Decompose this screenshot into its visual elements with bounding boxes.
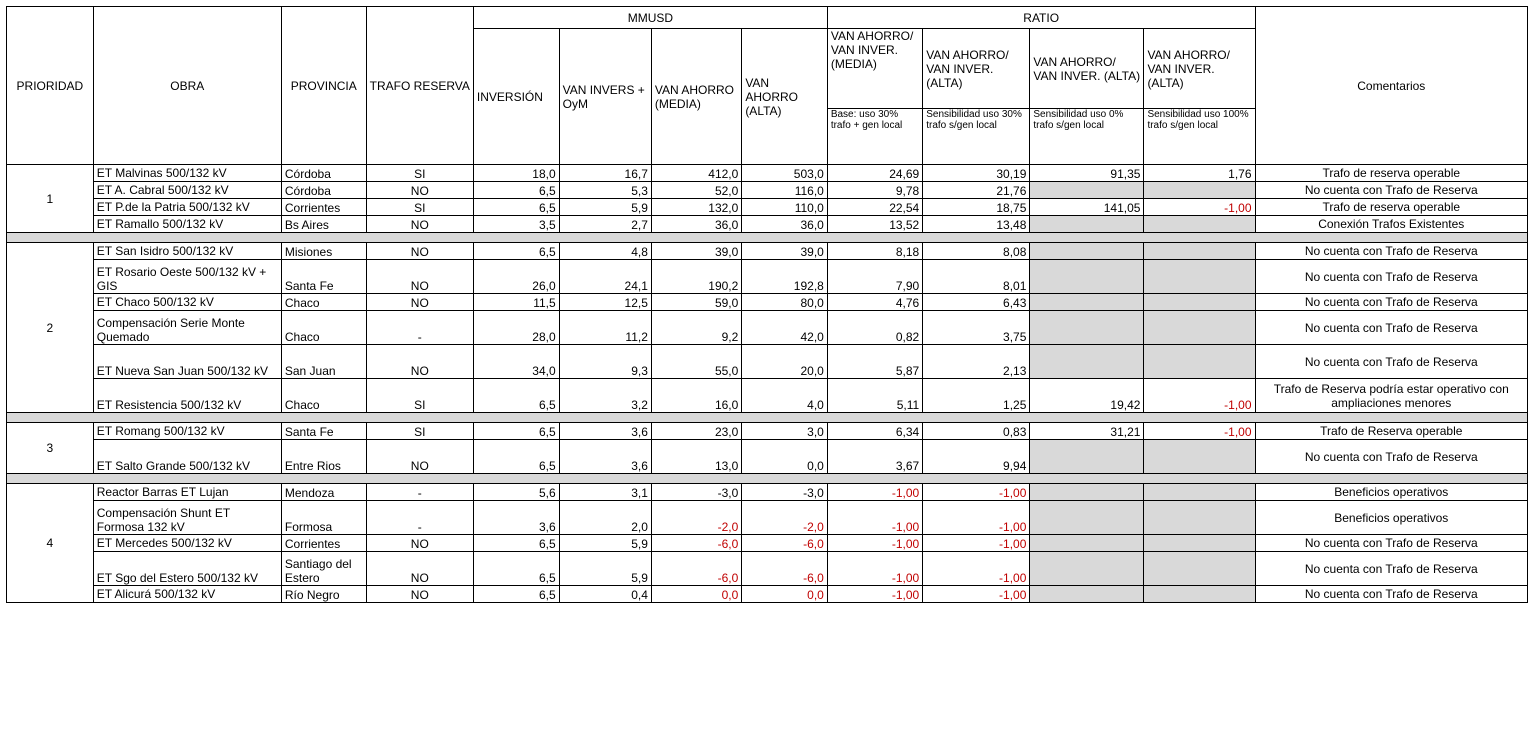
value-cell-r4 <box>1144 216 1255 233</box>
value-cell-r4: 1,76 <box>1144 165 1255 182</box>
table-row <box>7 552 1528 586</box>
obra-cell: ET A. Cabral 500/132 kV <box>93 182 281 199</box>
separator-cell <box>7 474 1528 484</box>
provincia-cell: Entre Rios <box>281 440 366 474</box>
value-cell-van-invers: 11,2 <box>559 311 651 345</box>
value-cell-r1: 24,69 <box>827 165 922 182</box>
reserva-cell: NO <box>366 440 473 474</box>
value-cell-ahorro-media: 190,2 <box>651 260 741 294</box>
value-cell-r4 <box>1144 586 1255 603</box>
table-row <box>7 535 1528 552</box>
priority-table <box>6 6 1528 603</box>
value-cell-inversion: 18,0 <box>473 165 559 182</box>
table-row <box>7 165 1528 182</box>
comentario-cell: No cuenta con Trafo de Reserva <box>1255 440 1527 474</box>
comentario-cell: No cuenta con Trafo de Reserva <box>1255 260 1527 294</box>
priority-cell: 2 <box>7 243 94 413</box>
header-obra: OBRA <box>93 7 281 165</box>
value-cell-inversion: 3,6 <box>473 501 559 535</box>
value-cell-ahorro-media: -3,0 <box>651 484 741 501</box>
obra-cell: ET Mercedes 500/132 kV <box>93 535 281 552</box>
value-cell-r1: -1,00 <box>827 501 922 535</box>
group-separator <box>7 474 1528 484</box>
value-cell-inversion: 6,5 <box>473 423 559 440</box>
comentario-cell: Trafo de reserva operable <box>1255 199 1527 216</box>
table-row <box>7 586 1528 603</box>
provincia-cell: Córdoba <box>281 182 366 199</box>
table-row <box>7 484 1528 501</box>
priority-cell: 4 <box>7 484 94 603</box>
value-cell-ahorro-alta: 3,0 <box>742 423 828 440</box>
value-cell-r1: 3,67 <box>827 440 922 474</box>
value-cell-r1: -1,00 <box>827 552 922 586</box>
comentario-cell: Beneficios operativos <box>1255 501 1527 535</box>
value-cell-r2: 2,13 <box>923 345 1030 379</box>
provincia-cell: Chaco <box>281 311 366 345</box>
value-cell-van-invers: 3,2 <box>559 379 651 413</box>
value-cell-ahorro-alta: -3,0 <box>742 484 828 501</box>
comentario-cell: No cuenta con Trafo de Reserva <box>1255 586 1527 603</box>
value-cell-r3: 141,05 <box>1030 199 1144 216</box>
value-cell-ahorro-alta: 116,0 <box>742 182 828 199</box>
value-cell-r4 <box>1144 501 1255 535</box>
comentario-cell: No cuenta con Trafo de Reserva <box>1255 311 1527 345</box>
value-cell-r4 <box>1144 552 1255 586</box>
value-cell-van-invers: 9,3 <box>559 345 651 379</box>
value-cell-inversion: 6,5 <box>473 243 559 260</box>
header-ratio-note-3: Sensibilidad uso 0% trafo s/gen local <box>1030 109 1144 165</box>
value-cell-van-invers: 5,9 <box>559 535 651 552</box>
value-cell-r2: 0,83 <box>923 423 1030 440</box>
header-group-ratio: RATIO <box>827 7 1255 29</box>
value-cell-r1: 7,90 <box>827 260 922 294</box>
value-cell-ahorro-media: 16,0 <box>651 379 741 413</box>
value-cell-van-invers: 0,4 <box>559 586 651 603</box>
comentario-cell: Trafo de Reserva operable <box>1255 423 1527 440</box>
value-cell-van-invers: 16,7 <box>559 165 651 182</box>
value-cell-inversion: 26,0 <box>473 260 559 294</box>
value-cell-ahorro-media: -2,0 <box>651 501 741 535</box>
value-cell-inversion: 6,5 <box>473 440 559 474</box>
table-row <box>7 243 1528 260</box>
obra-cell: ET San Isidro 500/132 kV <box>93 243 281 260</box>
value-cell-van-invers: 3,6 <box>559 423 651 440</box>
reserva-cell: NO <box>366 535 473 552</box>
value-cell-inversion: 6,5 <box>473 586 559 603</box>
value-cell-inversion: 6,5 <box>473 182 559 199</box>
obra-cell: ET P.de la Patria 500/132 kV <box>93 199 281 216</box>
value-cell-r4 <box>1144 345 1255 379</box>
value-cell-r4 <box>1144 294 1255 311</box>
table-row <box>7 199 1528 216</box>
value-cell-r3 <box>1030 552 1144 586</box>
priority-cell: 3 <box>7 423 94 474</box>
value-cell-van-invers: 2,0 <box>559 501 651 535</box>
obra-cell: ET Alicurá 500/132 kV <box>93 586 281 603</box>
obra-cell: ET Ramallo 500/132 kV <box>93 216 281 233</box>
table-row <box>7 345 1528 379</box>
value-cell-r3 <box>1030 260 1144 294</box>
reserva-cell: - <box>366 311 473 345</box>
reserva-cell: NO <box>366 260 473 294</box>
value-cell-r1: 8,18 <box>827 243 922 260</box>
value-cell-ahorro-media: 52,0 <box>651 182 741 199</box>
value-cell-r2: 13,48 <box>923 216 1030 233</box>
value-cell-r4 <box>1144 535 1255 552</box>
reserva-cell: SI <box>366 199 473 216</box>
value-cell-inversion: 6,5 <box>473 535 559 552</box>
value-cell-ahorro-media: 412,0 <box>651 165 741 182</box>
value-cell-ahorro-media: 55,0 <box>651 345 741 379</box>
header-inversion: INVERSIÓN <box>473 29 559 165</box>
value-cell-r2: 1,25 <box>923 379 1030 413</box>
value-cell-r3 <box>1030 243 1144 260</box>
value-cell-van-invers: 3,1 <box>559 484 651 501</box>
value-cell-ahorro-alta: 0,0 <box>742 440 828 474</box>
value-cell-r4 <box>1144 243 1255 260</box>
separator-cell <box>7 413 1528 423</box>
value-cell-van-invers: 12,5 <box>559 294 651 311</box>
provincia-cell: Córdoba <box>281 165 366 182</box>
header-van-ahorro-alta: VAN AHORRO (ALTA) <box>742 29 828 165</box>
obra-cell: ET Resistencia 500/132 kV <box>93 379 281 413</box>
obra-cell: ET Salto Grande 500/132 kV <box>93 440 281 474</box>
comentario-cell: No cuenta con Trafo de Reserva <box>1255 552 1527 586</box>
value-cell-r1: 0,82 <box>827 311 922 345</box>
value-cell-r1: 5,87 <box>827 345 922 379</box>
value-cell-r3 <box>1030 182 1144 199</box>
reserva-cell: NO <box>366 345 473 379</box>
provincia-cell: Chaco <box>281 379 366 413</box>
value-cell-r3 <box>1030 484 1144 501</box>
separator-cell <box>7 233 1528 243</box>
value-cell-r4 <box>1144 182 1255 199</box>
header-ratio-note-4: Sensibilidad uso 100% trafo s/gen local <box>1144 109 1255 165</box>
header-van-ahorro-media: VAN AHORRO (MEDIA) <box>651 29 741 165</box>
obra-cell: Reactor Barras ET Lujan <box>93 484 281 501</box>
provincia-cell: Chaco <box>281 294 366 311</box>
value-cell-ahorro-alta: -6,0 <box>742 535 828 552</box>
value-cell-r3 <box>1030 535 1144 552</box>
value-cell-ahorro-media: 13,0 <box>651 440 741 474</box>
value-cell-ahorro-alta: 503,0 <box>742 165 828 182</box>
obra-cell: ET Rosario Oeste 500/132 kV + GIS <box>93 260 281 294</box>
value-cell-ahorro-alta: 36,0 <box>742 216 828 233</box>
value-cell-inversion: 6,5 <box>473 199 559 216</box>
table-row <box>7 294 1528 311</box>
value-cell-ahorro-media: 39,0 <box>651 243 741 260</box>
table-row <box>7 311 1528 345</box>
value-cell-r3 <box>1030 440 1144 474</box>
value-cell-r2: 9,94 <box>923 440 1030 474</box>
value-cell-inversion: 28,0 <box>473 311 559 345</box>
obra-cell: ET Nueva San Juan 500/132 kV <box>93 345 281 379</box>
value-cell-ahorro-media: -6,0 <box>651 552 741 586</box>
value-cell-r4: -1,00 <box>1144 199 1255 216</box>
comentario-cell: Beneficios operativos <box>1255 484 1527 501</box>
header-ratio-media: VAN AHORRO/ VAN INVER. (MEDIA) <box>827 29 922 109</box>
value-cell-ahorro-media: 132,0 <box>651 199 741 216</box>
value-cell-r1: -1,00 <box>827 535 922 552</box>
value-cell-inversion: 5,6 <box>473 484 559 501</box>
provincia-cell: Corrientes <box>281 199 366 216</box>
obra-cell: ET Romang 500/132 kV <box>93 423 281 440</box>
reserva-cell: - <box>366 484 473 501</box>
value-cell-ahorro-media: 9,2 <box>651 311 741 345</box>
comentario-cell: No cuenta con Trafo de Reserva <box>1255 345 1527 379</box>
value-cell-van-invers: 5,9 <box>559 199 651 216</box>
value-cell-r1: 5,11 <box>827 379 922 413</box>
value-cell-r3 <box>1030 501 1144 535</box>
value-cell-r3: 91,35 <box>1030 165 1144 182</box>
value-cell-r2: -1,00 <box>923 552 1030 586</box>
provincia-cell: San Juan <box>281 345 366 379</box>
reserva-cell: NO <box>366 586 473 603</box>
table-row <box>7 379 1528 413</box>
provincia-cell: Santa Fe <box>281 260 366 294</box>
header-ratio-alta-1: VAN AHORRO/ VAN INVER. (ALTA) <box>923 29 1030 109</box>
reserva-cell: NO <box>366 243 473 260</box>
value-cell-ahorro-alta: -2,0 <box>742 501 828 535</box>
header-prioridad: PRIORIDAD <box>7 7 94 165</box>
comentario-cell: Trafo de Reserva podría estar operativo con ampliaciones menores <box>1255 379 1527 413</box>
value-cell-r2: -1,00 <box>923 586 1030 603</box>
value-cell-inversion: 11,5 <box>473 294 559 311</box>
value-cell-r2: -1,00 <box>923 501 1030 535</box>
provincia-cell: Bs Aires <box>281 216 366 233</box>
value-cell-ahorro-media: 59,0 <box>651 294 741 311</box>
value-cell-r1: 6,34 <box>827 423 922 440</box>
value-cell-inversion: 6,5 <box>473 379 559 413</box>
value-cell-r1: 9,78 <box>827 182 922 199</box>
value-cell-van-invers: 4,8 <box>559 243 651 260</box>
comentario-cell: No cuenta con Trafo de Reserva <box>1255 243 1527 260</box>
value-cell-r1: -1,00 <box>827 586 922 603</box>
reserva-cell: SI <box>366 165 473 182</box>
obra-cell: ET Chaco 500/132 kV <box>93 294 281 311</box>
value-cell-ahorro-alta: 42,0 <box>742 311 828 345</box>
value-cell-r2: 8,01 <box>923 260 1030 294</box>
value-cell-ahorro-media: 0,0 <box>651 586 741 603</box>
value-cell-inversion: 34,0 <box>473 345 559 379</box>
value-cell-ahorro-media: -6,0 <box>651 535 741 552</box>
value-cell-r3 <box>1030 345 1144 379</box>
value-cell-ahorro-alta: -6,0 <box>742 552 828 586</box>
provincia-cell: Santa Fe <box>281 423 366 440</box>
table-row <box>7 182 1528 199</box>
comentario-cell: Trafo de reserva operable <box>1255 165 1527 182</box>
value-cell-inversion: 3,5 <box>473 216 559 233</box>
comentario-cell: No cuenta con Trafo de Reserva <box>1255 294 1527 311</box>
provincia-cell: Río Negro <box>281 586 366 603</box>
value-cell-r2: 8,08 <box>923 243 1030 260</box>
value-cell-ahorro-media: 23,0 <box>651 423 741 440</box>
comentario-cell: No cuenta con Trafo de Reserva <box>1255 535 1527 552</box>
comentario-cell: No cuenta con Trafo de Reserva <box>1255 182 1527 199</box>
obra-cell: Compensación Serie Monte Quemado <box>93 311 281 345</box>
obra-cell: ET Sgo del Estero 500/132 kV <box>93 552 281 586</box>
obra-cell: Compensación Shunt ET Formosa 132 kV <box>93 501 281 535</box>
value-cell-r2: 3,75 <box>923 311 1030 345</box>
value-cell-ahorro-alta: 0,0 <box>742 586 828 603</box>
value-cell-ahorro-alta: 192,8 <box>742 260 828 294</box>
table-row <box>7 216 1528 233</box>
value-cell-ahorro-alta: 4,0 <box>742 379 828 413</box>
reserva-cell: SI <box>366 379 473 413</box>
table-row <box>7 423 1528 440</box>
provincia-cell: Mendoza <box>281 484 366 501</box>
header-trafo-reserva: TRAFO RESERVA <box>366 7 473 165</box>
value-cell-r1: 4,76 <box>827 294 922 311</box>
reserva-cell: NO <box>366 182 473 199</box>
provincia-cell: Misiones <box>281 243 366 260</box>
value-cell-ahorro-media: 36,0 <box>651 216 741 233</box>
provincia-cell: Formosa <box>281 501 366 535</box>
header-ratio-alta-3: VAN AHORRO/ VAN INVER. (ALTA) <box>1144 29 1255 109</box>
value-cell-ahorro-alta: 20,0 <box>742 345 828 379</box>
header-ratio-alta-2: VAN AHORRO/ VAN INVER. (ALTA) <box>1030 29 1144 109</box>
value-cell-r4 <box>1144 440 1255 474</box>
value-cell-r2: 30,19 <box>923 165 1030 182</box>
value-cell-r3: 31,21 <box>1030 423 1144 440</box>
value-cell-r2: 21,76 <box>923 182 1030 199</box>
reserva-cell: NO <box>366 294 473 311</box>
group-separator <box>7 413 1528 423</box>
value-cell-r2: -1,00 <box>923 535 1030 552</box>
value-cell-ahorro-alta: 80,0 <box>742 294 828 311</box>
value-cell-r4 <box>1144 260 1255 294</box>
group-separator <box>7 233 1528 243</box>
value-cell-r4 <box>1144 484 1255 501</box>
header-ratio-note-2: Sensibilidad uso 30% trafo s/gen local <box>923 109 1030 165</box>
value-cell-r3 <box>1030 294 1144 311</box>
value-cell-inversion: 6,5 <box>473 552 559 586</box>
priority-cell: 1 <box>7 165 94 233</box>
value-cell-r3: 19,42 <box>1030 379 1144 413</box>
header-ratio-note-1: Base: uso 30% trafo + gen local <box>827 109 922 165</box>
value-cell-r3 <box>1030 311 1144 345</box>
value-cell-van-invers: 2,7 <box>559 216 651 233</box>
reserva-cell: - <box>366 501 473 535</box>
table-row <box>7 440 1528 474</box>
value-cell-van-invers: 3,6 <box>559 440 651 474</box>
value-cell-ahorro-alta: 39,0 <box>742 243 828 260</box>
value-cell-r1: 13,52 <box>827 216 922 233</box>
value-cell-van-invers: 5,3 <box>559 182 651 199</box>
reserva-cell: NO <box>366 552 473 586</box>
value-cell-van-invers: 24,1 <box>559 260 651 294</box>
value-cell-r4: -1,00 <box>1144 379 1255 413</box>
value-cell-r4 <box>1144 311 1255 345</box>
value-cell-r2: 6,43 <box>923 294 1030 311</box>
value-cell-r2: -1,00 <box>923 484 1030 501</box>
header-van-invers: VAN INVERS + OyM <box>559 29 651 165</box>
value-cell-r4: -1,00 <box>1144 423 1255 440</box>
reserva-cell: SI <box>366 423 473 440</box>
value-cell-r1: -1,00 <box>827 484 922 501</box>
provincia-cell: Corrientes <box>281 535 366 552</box>
header-provincia: PROVINCIA <box>281 7 366 165</box>
provincia-cell: Santiago del Estero <box>281 552 366 586</box>
value-cell-r3 <box>1030 586 1144 603</box>
header-comentarios: Comentarios <box>1255 7 1527 165</box>
table-row <box>7 501 1528 535</box>
value-cell-r1: 22,54 <box>827 199 922 216</box>
value-cell-r2: 18,75 <box>923 199 1030 216</box>
header-group-mmusd: MMUSD <box>473 7 827 29</box>
value-cell-r3 <box>1030 216 1144 233</box>
obra-cell: ET Malvinas 500/132 kV <box>93 165 281 182</box>
value-cell-ahorro-alta: 110,0 <box>742 199 828 216</box>
value-cell-van-invers: 5,9 <box>559 552 651 586</box>
reserva-cell: NO <box>366 216 473 233</box>
table-row <box>7 260 1528 294</box>
comentario-cell: Conexión Trafos Existentes <box>1255 216 1527 233</box>
